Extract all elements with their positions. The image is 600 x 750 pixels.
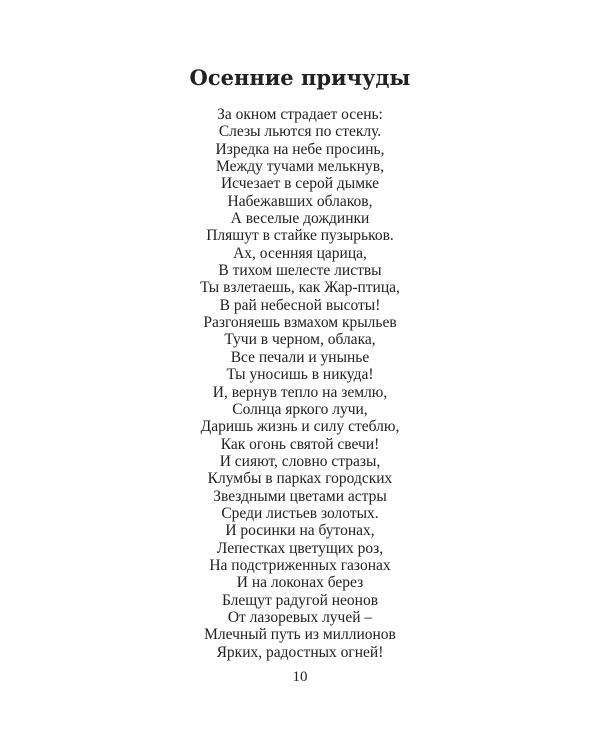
- poem-line: Как огонь святой свечи!: [220, 435, 380, 453]
- poem-line: Блещут радугой неонов: [221, 591, 379, 609]
- poem-line: В тихом шелесте листвы: [218, 262, 382, 280]
- poem-title: Осенние причуды: [189, 65, 411, 90]
- poem-line: Ярких, радостных огней!: [216, 643, 384, 661]
- poem-line: На подстриженных газонах: [209, 556, 391, 574]
- poem-line: Все печали и унынье: [230, 348, 370, 366]
- poem-line: Лепестках цветущих роз,: [216, 539, 384, 557]
- poem-line: Млечный путь из миллионов: [204, 626, 396, 644]
- poem-line: Тучи в черном, облака,: [224, 331, 376, 349]
- poem-body: [0, 106, 600, 661]
- poem-line: И на локонах берез: [236, 574, 364, 592]
- poem-line: Ты взлетаешь, как Жар-птица,: [200, 279, 400, 297]
- poem-line: За окном страдает осень:: [217, 106, 383, 123]
- poem-line: И сияют, словно стразы,: [219, 452, 381, 470]
- poem-line: В рай небесной высоты!: [219, 296, 381, 314]
- poem-line: И росинки на бутонах,: [225, 522, 375, 540]
- poem-line: Слезы льются по стеклу.: [218, 123, 382, 141]
- poem-line: Изредка на небе просинь,: [215, 140, 385, 158]
- poem-line: Клумбы в парках городских: [207, 470, 393, 488]
- poem-line: Разгоняешь взмахом крыльев: [203, 314, 397, 332]
- poem-line: Даришь жизнь и силу стеблю,: [200, 418, 400, 436]
- page-number: 10: [292, 669, 308, 685]
- poem-line: Пляшут в стайке пузырьков.: [206, 227, 394, 245]
- poem-line: От лазоревых лучей –: [227, 608, 373, 626]
- poem-line: Исчезает в серой дымке: [220, 175, 380, 193]
- poem-line: Ах, осенняя царица,: [233, 244, 367, 262]
- poem-line: Ты уносишь в никуда!: [226, 366, 374, 384]
- poem-line: Солнца яркого лучи,: [232, 400, 368, 418]
- poem-line: А веселые дождинки: [230, 210, 370, 228]
- poem-line: Среди листьев золотых.: [221, 504, 379, 522]
- poem-line: Между тучами мелькнув,: [216, 158, 384, 176]
- poem-line: И, вернув тепло на землю,: [212, 383, 388, 401]
- poem-line: Звездными цветами астры: [213, 487, 387, 505]
- poem-line: Набежавших облаков,: [227, 192, 373, 210]
